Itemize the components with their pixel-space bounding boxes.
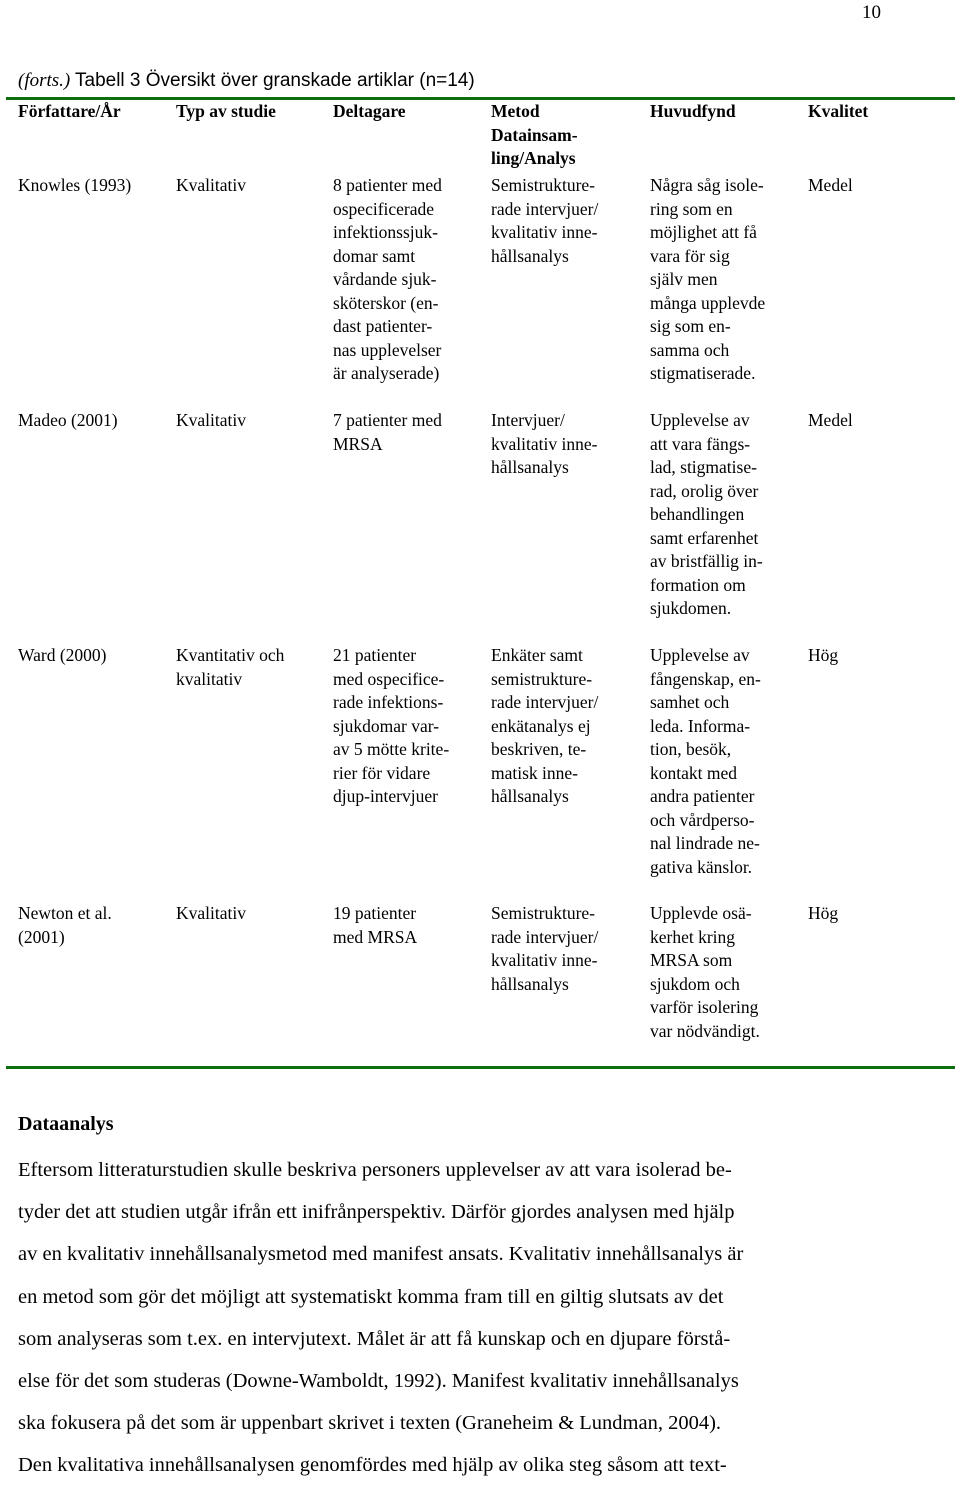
cell-author: Madeo (2001)	[18, 410, 118, 430]
header-quality: Kvalitet	[808, 101, 869, 121]
cell-participants: 7 patienter med MRSA	[333, 410, 442, 454]
cell-method: Enkäter samt semistrukture- rade intervjuer/ enkätanalys ej beskriven, te- matisk inne- hållsanalys	[491, 645, 599, 806]
cell-participants: 21 patienter med ospecifice- rade infektions- sjukdomar var- av 5 mötte krite- rier för vidare djup-intervjuer	[333, 645, 450, 806]
cell-author: Newton et al. (2001)	[18, 903, 112, 947]
cell-quality: Hög	[808, 645, 839, 665]
body-paragraph: Eftersom litteraturstudien skulle beskriva personers upplevelser av att vara isolerad be- tyder det att studien utgår ifrån ett inifrånperspektiv. Därför gjordes analysen med hjälp av en kvalitativ innehållsanalysmetod med manifest ansats. Kvalitativ innehållsanalys är en metod som gör det möjligt att systematiskt komma fram till en giltig slutsats av det som analyseras som t.ex. en intervjutext. Målet är att få kunskap och en djupare förstå- else för det som studeras (Downe-Wamboldt, 1992). Manifest kvalitativ innehållsanalys ska fokusera på det som är uppenbart skrivet i texten (Graneheim & Lundman, 2004). Den kvalitativa innehållsanalysen genomfördes med hjälp av olika steg såsom att text-	[18, 1159, 744, 1477]
cell-author: Knowles (1993)	[18, 175, 132, 195]
table-caption	[18, 70, 475, 92]
cell-findings: Upplevelse av att vara fängs- lad, stigmatise- rad, orolig över behandlingen samt erfarenhet av bristfällig in- formation om sjukdomen.	[650, 410, 763, 618]
cell-quality: Medel	[808, 175, 853, 195]
cell-method: Semistrukture- rade intervjuer/ kvalitativ inne- hållsanalys	[491, 175, 599, 266]
cell-quality: Medel	[808, 410, 853, 430]
cell-method: Semistrukture- rade intervjuer/ kvalitativ inne- hållsanalys	[491, 903, 599, 994]
section-heading: Dataanalys	[18, 1113, 114, 1135]
header-method: Metod Datainsam- ling/Analys	[491, 101, 578, 168]
header-study-type: Typ av studie	[176, 101, 276, 121]
cell-study-type: Kvantitativ och kvalitativ	[176, 645, 285, 689]
header-findings: Huvudfynd	[650, 101, 736, 121]
header-participants: Deltagare	[333, 101, 406, 121]
table-bottom-rule	[6, 1066, 955, 1069]
cell-quality: Hög	[808, 903, 839, 923]
cell-study-type: Kvalitativ	[176, 903, 246, 923]
cell-author: Ward (2000)	[18, 645, 107, 665]
cell-study-type: Kvalitativ	[176, 175, 246, 195]
cell-findings: Upplevelse av fångenskap, en- samhet och leda. Informa- tion, besök, kontakt med andra patienter och vårdperso- nal lindrade ne- gativa känslor.	[650, 645, 761, 877]
cell-participants: 19 patienter med MRSA	[333, 903, 418, 947]
cell-participants: 8 patienter med ospecificerade infektionssjuk- domar samt vårdande sjuk- sköterskor (en- dast patienter- nas upplevelser är analyserade)	[333, 175, 442, 383]
cell-findings: Några såg isole- ring som en möjlighet att få vara för sig själv men många upplevde sig som en- samma och stigmatiserade.	[650, 175, 766, 383]
header-author: Författare/År	[18, 101, 121, 121]
caption-prefix: (forts.)	[18, 70, 71, 91]
cell-study-type: Kvalitativ	[176, 410, 246, 430]
cell-findings: Upplevde osä- kerhet kring MRSA som sjukdom och varför isolering var nödvändigt.	[650, 903, 760, 1041]
cell-method: Intervjuer/ kvalitativ inne- hållsanalys	[491, 410, 598, 477]
caption-title: Tabell 3 Översikt över granskade artiklar (n=14)	[75, 70, 475, 91]
page-number: 10	[862, 2, 881, 23]
